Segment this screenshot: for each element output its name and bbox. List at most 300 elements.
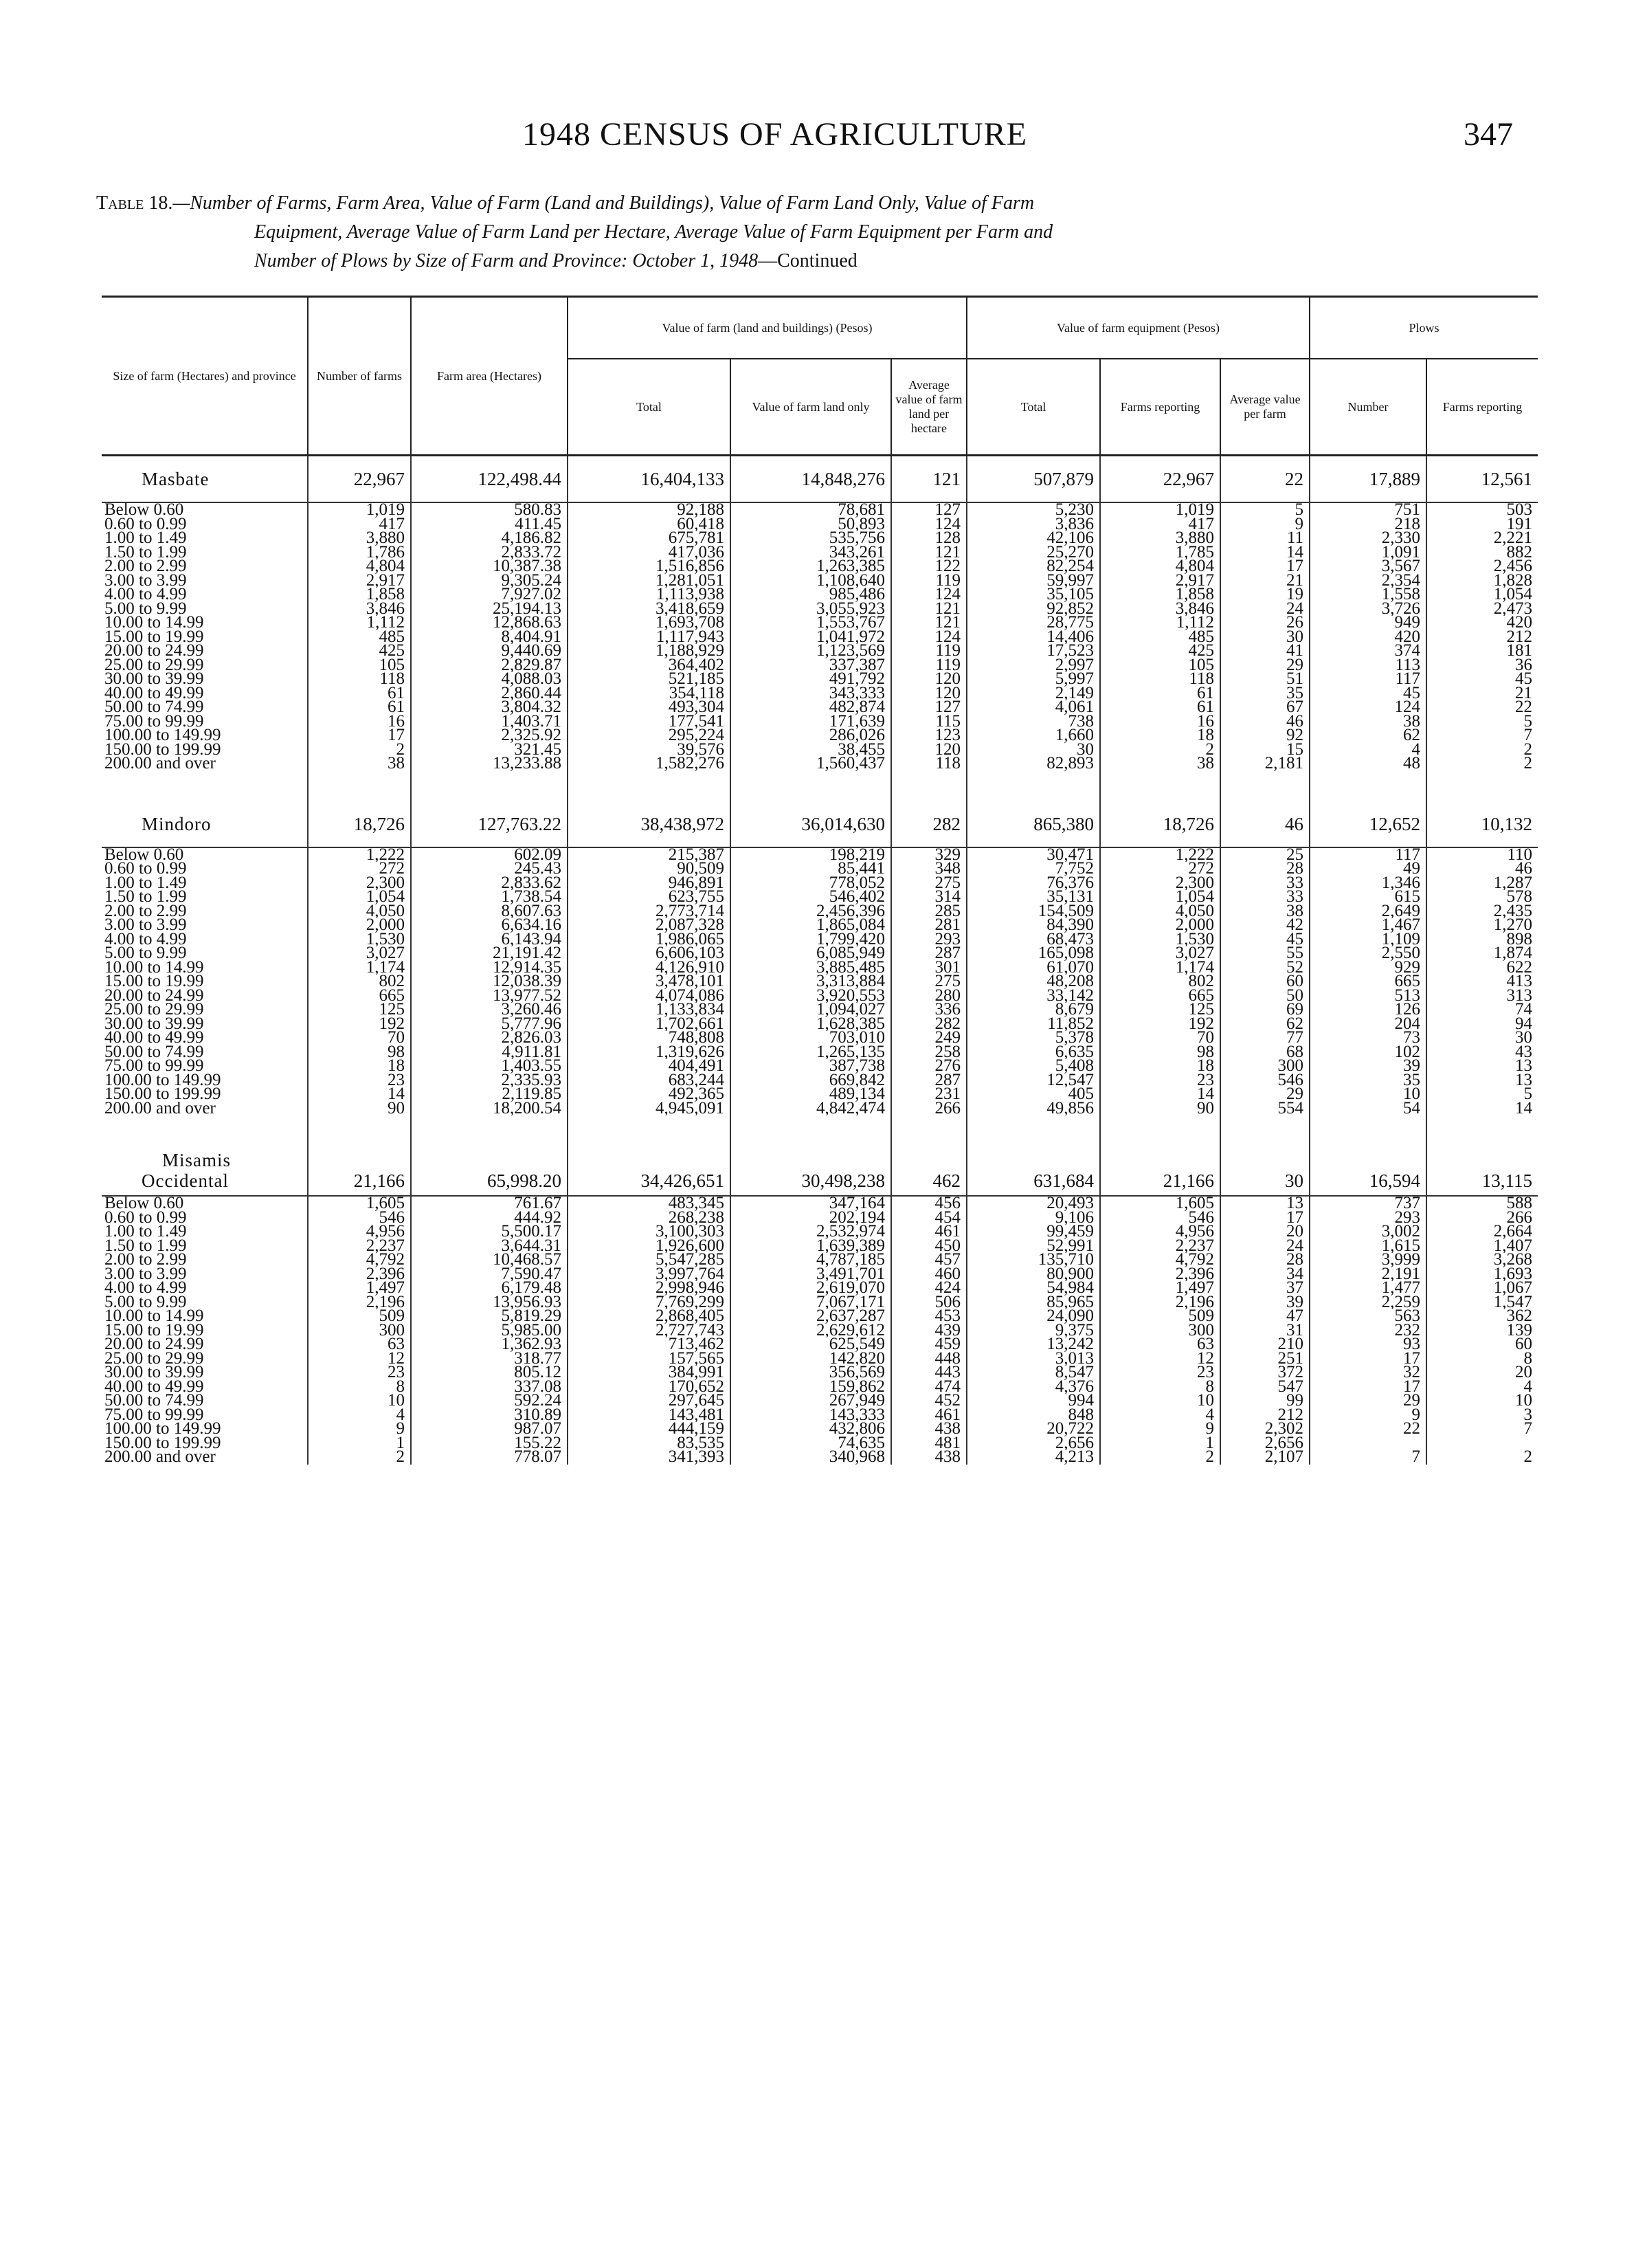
- table-cell: 82,893: [967, 757, 1100, 771]
- size-class-label: 150.00 to 199.99: [104, 1436, 221, 1450]
- table-cell: 10: [1426, 1394, 1538, 1408]
- table-cell: 266: [891, 1102, 967, 1116]
- table-cell: 1,693: [1426, 1267, 1538, 1282]
- table-cell: 9,440.69: [411, 644, 568, 658]
- size-class-label: 150.00 to 199.99: [104, 742, 221, 757]
- spacer-cell: [411, 1115, 568, 1146]
- province-name: [102, 1146, 308, 1196]
- table-cell: 191: [1426, 518, 1538, 532]
- size-class-label: 2.00 to 2.99: [104, 559, 187, 574]
- table-row: [102, 602, 1538, 616]
- size-class-label: 40.00 to 49.99: [104, 1031, 204, 1045]
- table-cell: 778.07: [411, 1450, 568, 1465]
- table-cell: 2,649: [1310, 904, 1426, 919]
- table-cell: 713,462: [568, 1337, 730, 1352]
- table-cell: 2,473: [1426, 602, 1538, 616]
- table-cell: 1,174: [308, 961, 411, 975]
- table-cell: 3,836: [967, 518, 1100, 532]
- table-cell: 483,345: [568, 1196, 730, 1211]
- table-cell: 282: [891, 1017, 967, 1032]
- table-row: [102, 961, 1538, 975]
- province-total-cell: 30,498,238: [730, 1146, 891, 1196]
- table-cell: 21: [1426, 687, 1538, 701]
- size-class-label: 20.00 to 24.99: [104, 988, 204, 1003]
- table-cell: 737: [1310, 1196, 1426, 1211]
- province-total-cell: 22,967: [308, 456, 411, 503]
- table-cell: 454: [891, 1211, 967, 1225]
- size-class-label: 15.00 to 19.99: [104, 975, 204, 989]
- spacer-cell: [568, 771, 730, 801]
- table-row: [102, 989, 1538, 1003]
- table-row: [102, 1352, 1538, 1366]
- size-class-label: 25.00 to 29.99: [104, 658, 204, 672]
- table-cell: 1,497: [1100, 1281, 1220, 1296]
- table-cell: 245.43: [411, 862, 568, 876]
- table-cell: 51: [1220, 672, 1310, 687]
- table-cell: 1,786: [308, 546, 411, 560]
- table-cell: 452: [891, 1394, 967, 1408]
- table-cell: 372: [1220, 1366, 1310, 1380]
- table-cell: 70: [308, 1031, 411, 1045]
- table-cell: 49,856: [967, 1102, 1100, 1116]
- table-cell: 1,188,929: [568, 644, 730, 658]
- table-cell: 68,473: [967, 933, 1100, 947]
- table-cell: 456: [891, 1196, 967, 1211]
- table-cell: 20: [1426, 1366, 1538, 1380]
- table-cell: 1,986,065: [568, 933, 730, 947]
- table-cell: 16: [1100, 715, 1220, 729]
- table-cell: [1310, 1436, 1426, 1451]
- table-row: [102, 1380, 1538, 1394]
- table-cell: 946,891: [568, 876, 730, 891]
- table-cell: 12: [308, 1352, 411, 1366]
- col-header-stub: Size of farm (Hectares) and province: [102, 297, 308, 456]
- size-class-label: 1.50 to 1.99: [104, 545, 187, 559]
- table-cell: 24: [1220, 1239, 1310, 1254]
- table-cell: 474: [891, 1380, 967, 1394]
- province-total-cell: 507,879: [967, 456, 1100, 503]
- table-cell: 1,287: [1426, 876, 1538, 891]
- table-cell: 210: [1220, 1337, 1310, 1352]
- table-row: [102, 588, 1538, 602]
- size-class-label: 10.00 to 14.99: [104, 1309, 204, 1324]
- table-row: [102, 1196, 1538, 1211]
- table-cell: 105: [308, 658, 411, 673]
- table-cell: 1,112: [308, 616, 411, 630]
- table-cell: 85,441: [730, 862, 891, 876]
- size-class-label: 50.00 to 74.99: [104, 1394, 204, 1408]
- province-name: Masbate: [142, 469, 210, 489]
- table-cell: 32: [1310, 1366, 1426, 1380]
- table-cell: 74: [1426, 1003, 1538, 1017]
- size-class-label: 0.60 to 0.99: [104, 862, 187, 876]
- table-cell: 35: [1310, 1074, 1426, 1088]
- table-cell: 444,159: [568, 1422, 730, 1436]
- table-cell: 192: [1100, 1017, 1220, 1032]
- table-cell: 450: [891, 1239, 967, 1254]
- spacer-cell: [1310, 1115, 1426, 1146]
- table-cell: 98: [308, 1045, 411, 1060]
- table-cell: 513: [1310, 989, 1426, 1003]
- table-cell: 61: [1100, 700, 1220, 715]
- spacer-cell: [308, 1115, 411, 1146]
- table-cell: 6,606,103: [568, 946, 730, 961]
- table-cell: 2,833.72: [411, 546, 568, 560]
- table-row: [102, 715, 1538, 729]
- table-cell: 15: [1220, 743, 1310, 757]
- table-cell: 337.08: [411, 1380, 568, 1394]
- table-cell: 4: [308, 1408, 411, 1423]
- spacer-cell: [308, 771, 411, 801]
- table-cell: 343,333: [730, 687, 891, 701]
- table-cell: 1,319,626: [568, 1045, 730, 1060]
- table-cell: 181: [1426, 644, 1538, 658]
- table-cell: 2,302: [1220, 1422, 1310, 1436]
- table-cell: 272: [1100, 862, 1220, 876]
- table-cell: 121: [891, 616, 967, 630]
- table-cell: 2,000: [308, 918, 411, 933]
- table-cell: 2,727,743: [568, 1324, 730, 1338]
- table-row: [102, 890, 1538, 904]
- table-cell: 7: [1426, 1422, 1538, 1436]
- table-cell: 1,605: [1100, 1196, 1220, 1211]
- table-row: [102, 1225, 1538, 1239]
- table-cell: 35,105: [967, 588, 1100, 602]
- table-cell: 1,091: [1310, 546, 1426, 560]
- table-cell: 615: [1310, 890, 1426, 904]
- table-cell: 297,645: [568, 1394, 730, 1408]
- col-header-value-land-only: Value of farm land only: [730, 359, 891, 456]
- spacer-cell: [1426, 771, 1538, 801]
- col-group-value-of-farm: Value of farm (land and buildings) (Pesos): [568, 297, 967, 359]
- table-cell: 1,582,276: [568, 757, 730, 771]
- table-cell: 45: [1426, 672, 1538, 687]
- table-cell: 1,117,943: [568, 630, 730, 645]
- table-cell: 314: [891, 890, 967, 904]
- table-cell: 546: [1220, 1074, 1310, 1088]
- table-cell: 7,752: [967, 862, 1100, 876]
- table-cell: 341,393: [568, 1450, 730, 1465]
- table-cell: 8,404.91: [411, 630, 568, 645]
- table-cell: 4,213: [967, 1450, 1100, 1465]
- table-cell: 37: [1220, 1281, 1310, 1296]
- table-caption: [96, 189, 1532, 276]
- table-row: [102, 1059, 1538, 1074]
- table-cell: 1,133,834: [568, 1003, 730, 1017]
- col-header-farm-area: Farm area (Hectares): [411, 297, 568, 456]
- spacer-cell: [102, 771, 308, 801]
- size-class-label: 50.00 to 74.99: [104, 1045, 204, 1059]
- table-cell: 202,194: [730, 1211, 891, 1225]
- table-row: [102, 1003, 1538, 1017]
- table-cell: 17,523: [967, 644, 1100, 658]
- table-cell: 420: [1310, 630, 1426, 645]
- table-row: [102, 1267, 1538, 1282]
- table-cell: 212: [1220, 1408, 1310, 1423]
- spacer-cell: [1220, 771, 1310, 801]
- table-cell: 5,997: [967, 672, 1100, 687]
- table-cell: 26: [1220, 616, 1310, 630]
- table-cell: 535,756: [730, 531, 891, 546]
- size-class-label: 100.00 to 149.99: [104, 1422, 221, 1436]
- table-cell: 52,991: [967, 1239, 1100, 1254]
- table-cell: 1,693,708: [568, 616, 730, 630]
- table-cell: 118: [891, 757, 967, 771]
- table-cell: 1,094,027: [730, 1003, 891, 1017]
- table-cell: 157,565: [568, 1352, 730, 1366]
- table-cell: 170,652: [568, 1380, 730, 1394]
- table-cell: 155.22: [411, 1436, 568, 1451]
- table-cell: 348: [891, 862, 967, 876]
- table-cell: 36: [1426, 658, 1538, 673]
- table-cell: 35,131: [967, 890, 1100, 904]
- table-cell: 165,098: [967, 946, 1100, 961]
- province-total-cell: 12,561: [1426, 456, 1538, 503]
- table-cell: 249: [891, 1031, 967, 1045]
- province-total-cell: 22: [1220, 456, 1310, 503]
- table-cell: 509: [308, 1309, 411, 1324]
- table-cell: 2,532,974: [730, 1225, 891, 1239]
- table-row: [102, 1017, 1538, 1032]
- table-cell: 703,010: [730, 1031, 891, 1045]
- table-cell: 68: [1220, 1045, 1310, 1060]
- table-cell: 751: [1310, 502, 1426, 518]
- col-group-farm-equipment: Value of farm equipment (Pesos): [967, 297, 1310, 359]
- table-cell: 18: [1100, 1059, 1220, 1074]
- size-class-label: 200.00 and over: [104, 1450, 216, 1465]
- table-cell: 4: [1310, 743, 1426, 757]
- table-cell: 13,977.52: [411, 989, 568, 1003]
- table-row: [102, 546, 1538, 560]
- table-cell: 623,755: [568, 890, 730, 904]
- table-cell: 3,055,923: [730, 602, 891, 616]
- table-cell: 1,109: [1310, 933, 1426, 947]
- table-cell: 8: [1426, 1352, 1538, 1366]
- table-cell: 1,362.93: [411, 1337, 568, 1352]
- table-cell: 31: [1220, 1324, 1310, 1338]
- table-cell: 417: [308, 518, 411, 532]
- table-cell: 738: [967, 715, 1100, 729]
- table-cell: 4,956: [308, 1225, 411, 1239]
- table-cell: 43: [1426, 1045, 1538, 1060]
- col-group-plows: Plows: [1310, 297, 1538, 359]
- table-cell: 2,917: [1100, 574, 1220, 588]
- table-cell: 52: [1220, 961, 1310, 975]
- table-cell: 14: [308, 1087, 411, 1102]
- size-class-label: 0.60 to 0.99: [104, 517, 187, 531]
- table-cell: 4,842,474: [730, 1102, 891, 1116]
- table-cell: 12,038.39: [411, 975, 568, 989]
- table-cell: 1,660: [967, 729, 1100, 743]
- table-cell: 3,313,884: [730, 975, 891, 989]
- table-cell: 364,402: [568, 658, 730, 673]
- size-class-label: 30.00 to 39.99: [104, 1016, 204, 1031]
- province-total-row: [102, 1146, 1538, 1196]
- table-cell: 321.45: [411, 743, 568, 757]
- table-cell: 665: [308, 989, 411, 1003]
- table-cell: 3,100,303: [568, 1225, 730, 1239]
- table-cell: 28: [1220, 1253, 1310, 1267]
- table-cell: 2,221: [1426, 531, 1538, 546]
- table-cell: 301: [891, 961, 967, 975]
- table-cell: 521,185: [568, 672, 730, 687]
- table-cell: 119: [891, 644, 967, 658]
- table-cell: 669,842: [730, 1074, 891, 1088]
- table-cell: 425: [1100, 644, 1220, 658]
- table-row: [102, 729, 1538, 743]
- table-cell: 547: [1220, 1380, 1310, 1394]
- table-cell: 18,200.54: [411, 1102, 568, 1116]
- table-cell: 22: [1310, 1422, 1426, 1436]
- table-cell: 443: [891, 1366, 967, 1380]
- table-cell: 1,222: [308, 847, 411, 863]
- table-cell: 121: [891, 602, 967, 616]
- table-cell: 300: [1220, 1059, 1310, 1074]
- table-cell: 2,773,714: [568, 904, 730, 919]
- table-cell: 61: [1100, 687, 1220, 701]
- spacer-cell: [1100, 1115, 1220, 1146]
- table-cell: 61: [308, 700, 411, 715]
- table-cell: 287: [891, 946, 967, 961]
- table-cell: 24: [1220, 602, 1310, 616]
- table-cell: 119: [891, 658, 967, 673]
- table-cell: 411.45: [411, 518, 568, 532]
- table-cell: 387,738: [730, 1059, 891, 1074]
- table-cell: 3,013: [967, 1352, 1100, 1366]
- table-cell: 10: [308, 1394, 411, 1408]
- table-cell: 6,143.94: [411, 933, 568, 947]
- table-cell: 38: [1310, 715, 1426, 729]
- table-cell: 3,804.32: [411, 700, 568, 715]
- table-cell: 2,300: [308, 876, 411, 891]
- table-cell: 39: [1310, 1059, 1426, 1074]
- table-cell: 343,261: [730, 546, 891, 560]
- table-cell: 2,833.62: [411, 876, 568, 891]
- size-class-label: 2.00 to 2.99: [104, 904, 187, 918]
- size-class-label: 50.00 to 74.99: [104, 700, 204, 715]
- province-name-line-1: Misamis: [162, 1150, 232, 1170]
- table-cell: 2,868,405: [568, 1309, 730, 1324]
- table-cell: 1,054: [1426, 588, 1538, 602]
- table-cell: 4,945,091: [568, 1102, 730, 1116]
- table-cell: 509: [1100, 1309, 1220, 1324]
- spacer-cell: [1310, 771, 1426, 801]
- table-cell: 6,085,949: [730, 946, 891, 961]
- table-cell: 503: [1426, 502, 1538, 518]
- table-cell: 125: [308, 1003, 411, 1017]
- table-cell: 10: [1100, 1394, 1220, 1408]
- table-cell: 2,396: [1100, 1267, 1220, 1282]
- table-cell: 4,787,185: [730, 1253, 891, 1267]
- table-cell: 4,804: [308, 559, 411, 574]
- table-cell: 17: [1310, 1380, 1426, 1394]
- table-cell: 19: [1220, 588, 1310, 602]
- table-cell: 13: [1426, 1074, 1538, 1088]
- table-cell: 625,549: [730, 1337, 891, 1352]
- table-cell: 70: [1100, 1031, 1220, 1045]
- table-cell: 45: [1310, 687, 1426, 701]
- table-cell: 2,619,070: [730, 1281, 891, 1296]
- size-class-label: 5.00 to 9.99: [104, 1295, 187, 1309]
- table-cell: 1: [308, 1436, 411, 1451]
- table-cell: 281: [891, 918, 967, 933]
- table-cell: 2,629,612: [730, 1324, 891, 1338]
- table-cell: 82,254: [967, 559, 1100, 574]
- table-cell: 73: [1310, 1031, 1426, 1045]
- table-row: [102, 1281, 1538, 1296]
- table-cell: 1,019: [1100, 502, 1220, 518]
- table-cell: 2,637,287: [730, 1309, 891, 1324]
- province-total-cell: 13,115: [1426, 1146, 1538, 1196]
- table-cell: 23: [1100, 1366, 1220, 1380]
- table-cell: [1426, 1436, 1538, 1451]
- table-cell: 102: [1310, 1045, 1426, 1060]
- province-total-cell: 12,652: [1310, 801, 1426, 847]
- size-class-label: 75.00 to 99.99: [104, 714, 204, 729]
- table-cell: 356,569: [730, 1366, 891, 1380]
- table-cell: 74,635: [730, 1436, 891, 1451]
- table-row: [102, 918, 1538, 933]
- table-cell: 76,376: [967, 876, 1100, 891]
- size-class-label: 20.00 to 24.99: [104, 1337, 204, 1352]
- table-cell: 90: [308, 1102, 411, 1116]
- table-cell: 1,477: [1310, 1281, 1426, 1296]
- table-cell: 24,090: [967, 1309, 1100, 1324]
- table-cell: 1,054: [1100, 890, 1220, 904]
- table-cell: 1,174: [1100, 961, 1220, 975]
- table-cell: 425: [308, 644, 411, 658]
- table-cell: 50: [1220, 989, 1310, 1003]
- table-cell: 2,456: [1426, 559, 1538, 574]
- table-cell: 177,541: [568, 715, 730, 729]
- table-cell: 1,828: [1426, 574, 1538, 588]
- table-cell: 683,244: [568, 1074, 730, 1088]
- table-cell: 67: [1220, 700, 1310, 715]
- table-cell: 546,402: [730, 890, 891, 904]
- table-cell: 4,956: [1100, 1225, 1220, 1239]
- table-cell: 1,799,420: [730, 933, 891, 947]
- table-cell: 127: [891, 700, 967, 715]
- table-cell: 154,509: [967, 904, 1100, 919]
- table-cell: 123: [891, 729, 967, 743]
- table-row: [102, 574, 1538, 588]
- table-cell: 8,679: [967, 1003, 1100, 1017]
- province-total-cell: 14,848,276: [730, 456, 891, 503]
- size-class-label: 75.00 to 99.99: [104, 1059, 204, 1074]
- table-cell: 98: [1100, 1045, 1220, 1060]
- table-cell: 127: [891, 502, 967, 518]
- table-cell: 6,634.16: [411, 918, 568, 933]
- size-class-label: 1.00 to 1.49: [104, 531, 187, 546]
- table-cell: 63: [308, 1337, 411, 1352]
- table-cell: 1,560,437: [730, 757, 891, 771]
- table-cell: 3,999: [1310, 1253, 1426, 1267]
- table-cell: 286,026: [730, 729, 891, 743]
- table-cell: 268,238: [568, 1211, 730, 1225]
- province-total-cell: 282: [891, 801, 967, 847]
- table-cell: 50,893: [730, 518, 891, 532]
- table-cell: 4,050: [308, 904, 411, 919]
- province-total-cell: 127,763.22: [411, 801, 568, 847]
- table-cell: 25: [1220, 847, 1310, 863]
- table-cell: 275: [891, 876, 967, 891]
- table-cell: 13: [1220, 1196, 1310, 1211]
- table-cell: 438: [891, 1450, 967, 1465]
- table-cell: 3,920,553: [730, 989, 891, 1003]
- table-row: [102, 644, 1538, 658]
- province-total-cell: 65,998.20: [411, 1146, 568, 1196]
- table-cell: 10: [1310, 1087, 1426, 1102]
